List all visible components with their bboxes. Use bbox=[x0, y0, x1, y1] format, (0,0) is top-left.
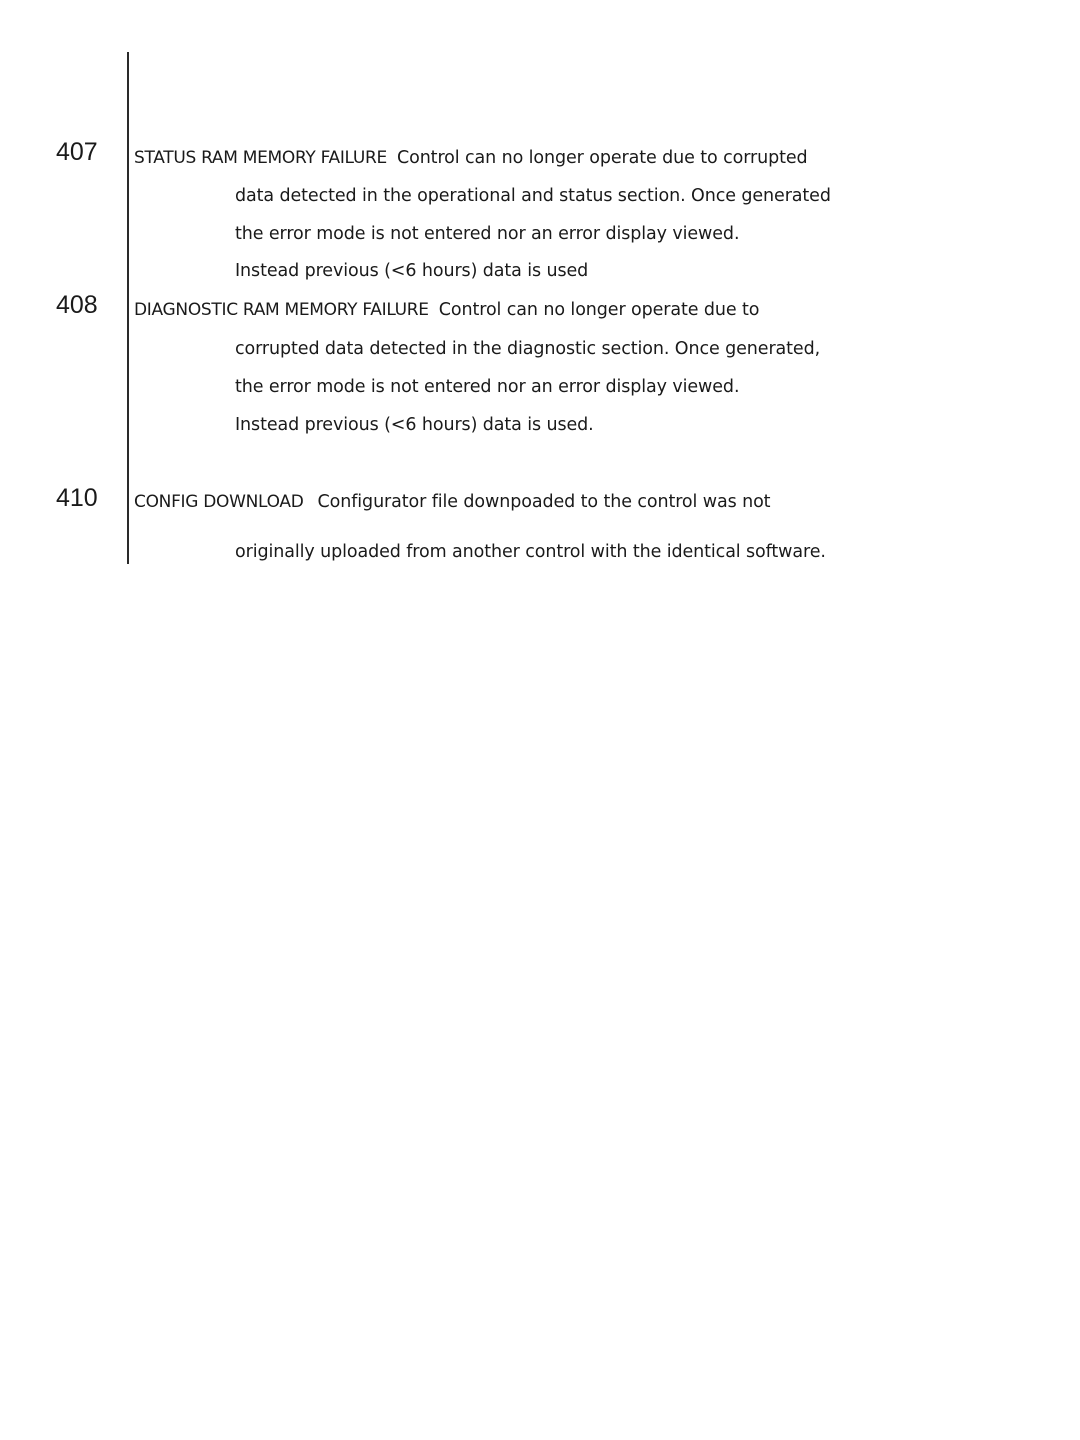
entry-407-description-start: Control can no longer operate due to corrupted bbox=[396, 148, 808, 168]
entry-408-line-2: the error mode is not entered nor an error display viewed. bbox=[235, 377, 740, 397]
entry-407-line-1: data detected in the operational and status section. Once generated bbox=[235, 186, 831, 206]
entry-code-408: 408 bbox=[56, 291, 98, 319]
entry-408-first-line bbox=[134, 298, 759, 322]
entry-407-line-2: the error mode is not entered nor an error display viewed. bbox=[235, 224, 740, 244]
entry-407-line-3: Instead previous (<6 hours) data is used bbox=[235, 261, 589, 281]
entry-410-line-1: originally uploaded from another control with the identical software. bbox=[235, 542, 826, 562]
entry-code-407: 407 bbox=[56, 138, 98, 166]
left-margin-rule bbox=[127, 52, 129, 564]
entry-408-line-3: Instead previous (<6 hours) data is used. bbox=[235, 415, 594, 435]
entry-407-title: STATUS RAM MEMORY FAILURE bbox=[134, 148, 387, 168]
entry-408-title: DIAGNOSTIC RAM MEMORY FAILURE bbox=[134, 300, 429, 320]
entry-410-first-line bbox=[134, 490, 770, 514]
entry-408-description-start: Control can no longer operate due to bbox=[438, 300, 760, 320]
entry-410-description-start: Configurator file downpoaded to the control was not bbox=[317, 492, 771, 512]
entry-code-410: 410 bbox=[56, 484, 98, 512]
entry-410-title: CONFIG DOWNLOAD bbox=[134, 492, 304, 512]
entry-408-line-1: corrupted data detected in the diagnostic section. Once generated, bbox=[235, 339, 821, 359]
entry-407-first-line bbox=[134, 146, 808, 170]
